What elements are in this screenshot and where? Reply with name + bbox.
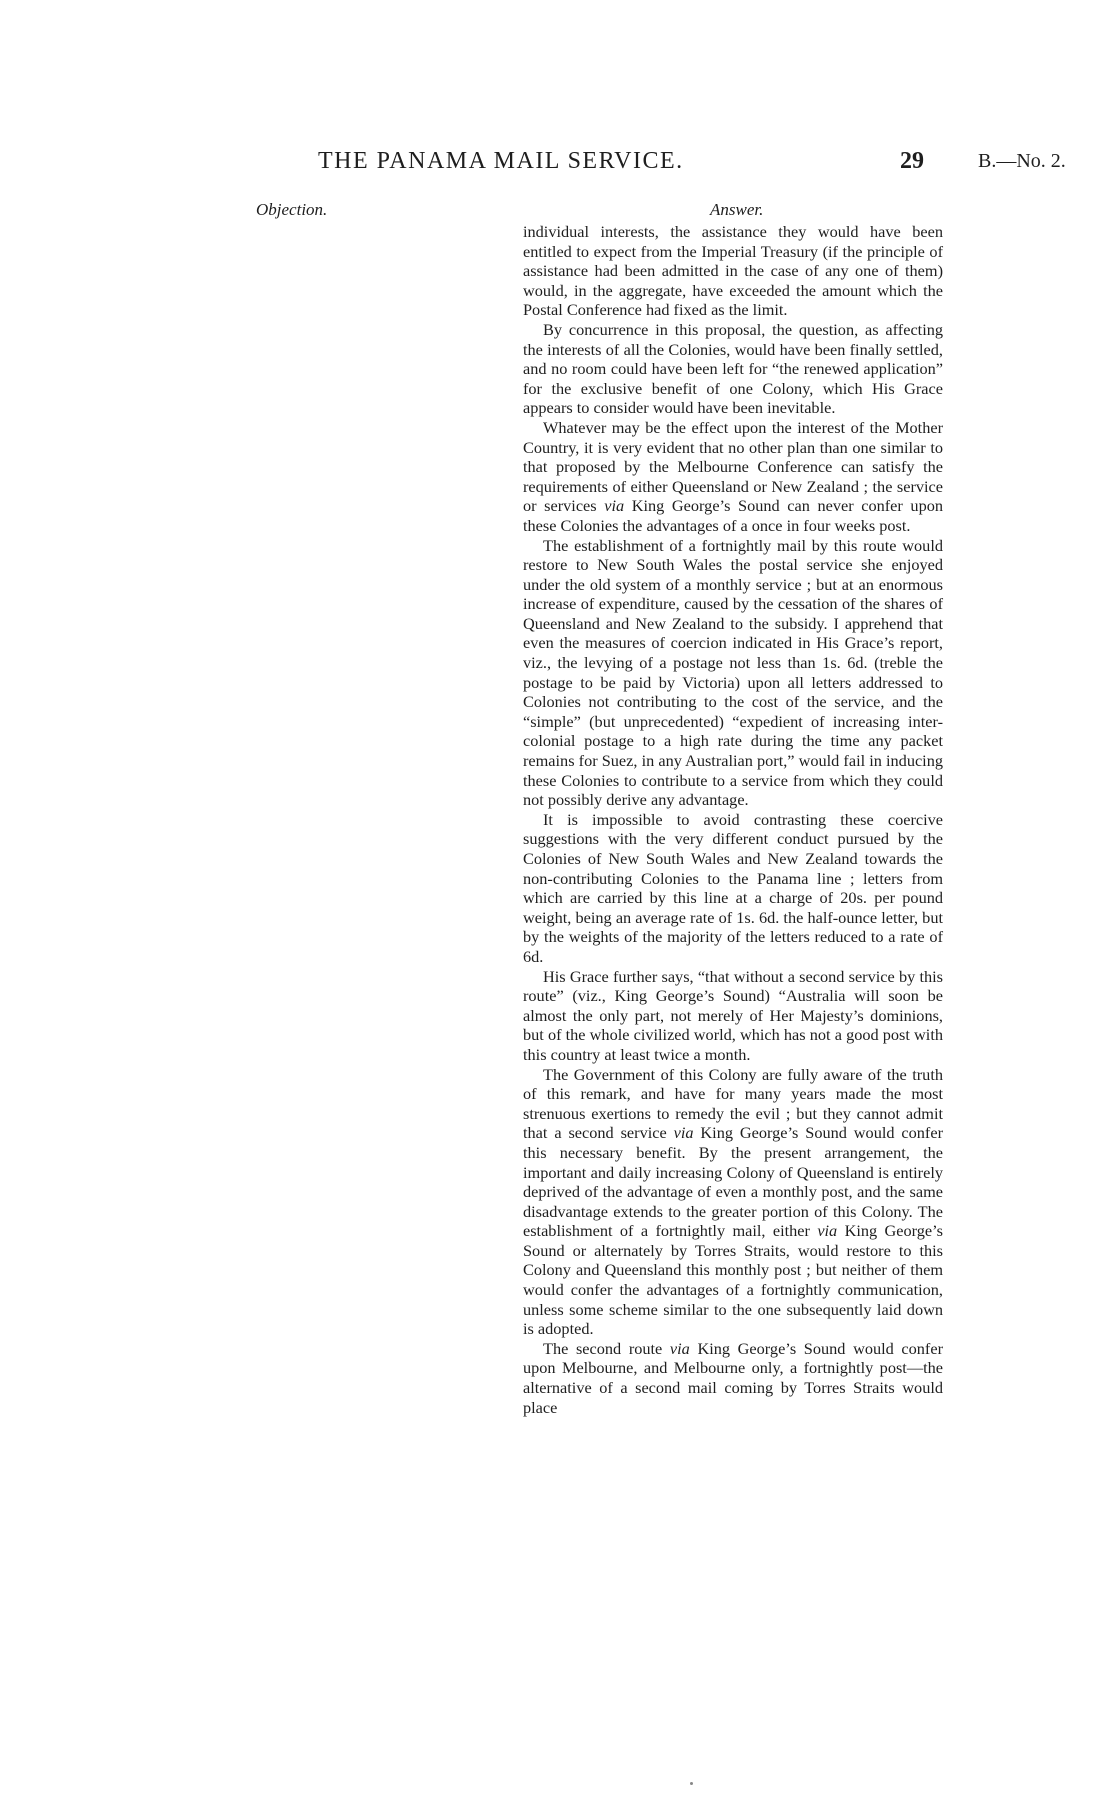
paragraph: His Grace further says, “that without a second service by this route” (viz., King George’s Sound) “Australia will soon be almost the only part, not merely of Her Majesty’s dominions, but of the whole civilized world, which has not a good post with this country at least twice a month. bbox=[523, 966, 943, 1064]
page-number: 29 bbox=[900, 148, 924, 174]
italic-term: via bbox=[669, 1338, 690, 1358]
paragraph: By concurrence in this proposal, the question, as affecting the interests of all the Colonies, would have been finally settled, and no room could have been left for “the renewed application” for the exclusive benefit of one Colony, which His Grace appears to consider would have been inevitable. bbox=[523, 319, 943, 418]
answer-column-heading: Answer. bbox=[710, 200, 764, 219]
paragraph bbox=[523, 418, 943, 536]
print-speck bbox=[690, 1782, 693, 1785]
objection-column-heading: Objection. bbox=[256, 200, 328, 219]
document-reference: B.—No. 2. bbox=[978, 150, 1066, 172]
paragraph-text: King George’s Sound or alternately by Torres Straits, would restore to this Colony and Queensland this monthly post ; but neither of them would confer the advantages of a fortnightly communication, unless some scheme similar to the one subsequently laid down is adopted. bbox=[523, 1221, 944, 1339]
answer-column bbox=[523, 222, 943, 1417]
paragraph-text: The Government of this Colony are fully aware of the truth of this remark, and have for many years made the most strenuous exertions to remedy the evil ; but they cannot admit that a second service bbox=[523, 1064, 943, 1143]
paragraph-text: King George’s Sound would confer this necessary benefit. By the present arrangement, the important and daily increasing Colony of Queensland is entirely deprived of the advantage of even a monthly post, and the same disadvantage extends to the greater portion of this Colony. The establishment of a fortnightly mail, either bbox=[523, 1123, 943, 1241]
running-title: THE PANAMA MAIL SERVICE. bbox=[318, 148, 684, 174]
italic-term: via bbox=[673, 1123, 694, 1143]
paragraph-text: Whatever may be the effect upon the interest of the Mother Country, it is very evident that no other plan than one similar to that proposed by the Melbourne Conference can satisfy the requirements of either Queensland or New Zealand ; the service or services bbox=[523, 417, 943, 516]
paragraph: It is impossible to avoid contrasting these coercive suggestions with the very different conduct pursued by the Colonies of New South Wales and New Zealand towards the non-contributing Colonies to the Panama line ; letters from which are carried by this line at a charge of 20s. per pound weight, being an average rate of 1s. 6d. the half-ounce letter, but by the weights of the majority of the letters reduced to a rate of 6d. bbox=[523, 809, 943, 966]
paragraph bbox=[523, 1065, 943, 1339]
paragraph: The establishment of a fortnightly mail by this route would restore to New South Wales the postal service she enjoyed under the old system of a monthly service ; but at an enormous increase of expenditure, caused by the cessation of the shares of Queensland and New Zealand to the subsidy. I apprehend that even the measures of coercion indicated in His Grace’s report, viz., the levying of a postage not less than 1s. 6d. (treble the postage to be paid by Victoria) upon all letters addressed to Colonies not contributing to the cost of the service, and the “simple” (but unprecedented) “expedient of increasing inter-colonial postage to a high rate during the time any packet remains for Suez, in any Australian port,” would fail in inducing these Colonies to contribute to a service from which they could not possibly derive any advantage. bbox=[523, 535, 943, 810]
paragraph: individual interests, the assistance they would have been entitled to expect from the Imperial Treasury (if the principle of assistance had been admitted in the case of any one of them) would, in the aggregate, have exceeded the amount which the Postal Conference had fixed as the limit. bbox=[523, 222, 943, 320]
paragraph-text: King George’s Sound would confer upon Melbourne, and Melbourne only, a fortnightly post—the alternative of a second mail coming by Torres Straits would place bbox=[523, 1338, 943, 1417]
italic-term: via bbox=[604, 496, 625, 516]
paragraph bbox=[523, 1339, 943, 1417]
paragraph-text: King George’s Sound can never confer upon these Colonies the advantages of a once in four weeks post. bbox=[523, 496, 943, 535]
paragraph-text: The second route bbox=[543, 1338, 670, 1358]
page-header bbox=[0, 148, 1114, 178]
italic-term: via bbox=[817, 1221, 838, 1241]
